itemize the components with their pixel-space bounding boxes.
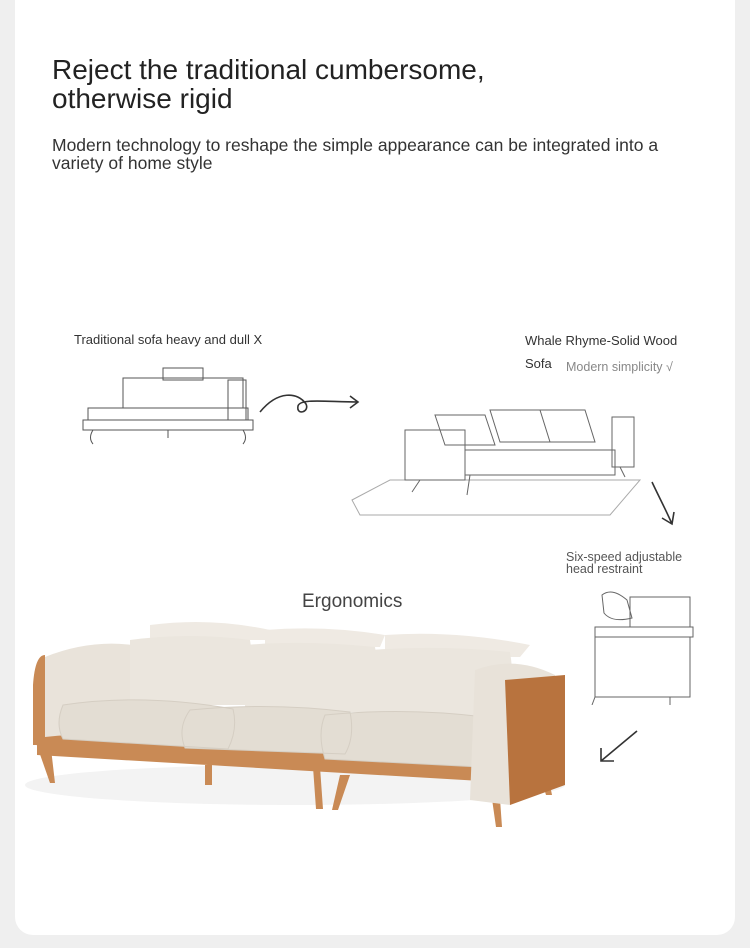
traditional-sofa-label: Traditional sofa heavy and dull X: [74, 332, 263, 347]
ergonomics-label: Ergonomics: [302, 591, 403, 612]
headrest-label: Six-speed adjustable head restraint: [566, 550, 683, 576]
headrest-sketch: [590, 585, 695, 705]
modern-simplicity-label: Modern simplicity √: [566, 360, 673, 374]
arrow-down-icon: [648, 480, 678, 530]
product-name-line1: Whale Rhyme-Solid Wood: [525, 333, 678, 348]
main-sofa-image: [15, 615, 575, 835]
traditional-sofa-sketch: [78, 360, 258, 465]
product-name-line2: Sofa: [525, 356, 552, 371]
arrow-right-icon: [258, 390, 363, 420]
modern-sofa-sketch: [350, 395, 650, 520]
page-subheading: Modern technology to reshape the simple appearance can be integrated into a variety of home style: [52, 135, 659, 173]
page-heading: Reject the traditional cumbersome, otherwise rigid: [52, 54, 485, 114]
arrow-down-left-icon: [595, 728, 640, 766]
